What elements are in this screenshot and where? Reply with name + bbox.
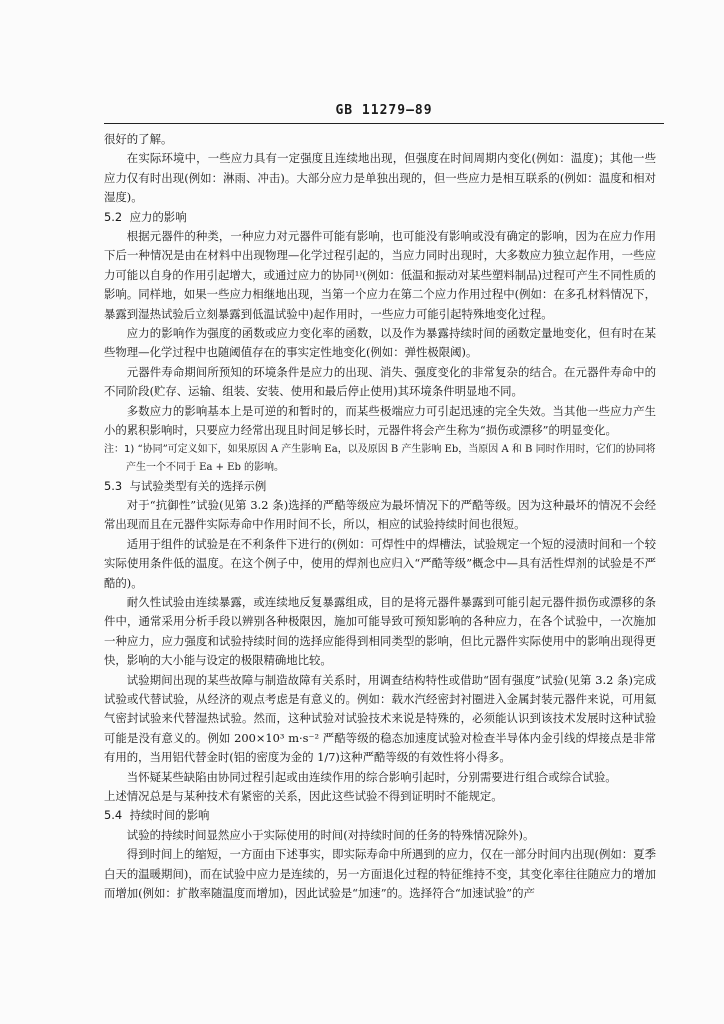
section-heading-5-4 bbox=[104, 806, 656, 825]
paragraph-stress-environment: 在实际环境中，一些应力具有一定强度且连续地出现，但强度在时间周期内变化(例如：温度)；其他一些应力仅有时出现(例如：淋雨、冲击)。大部分应力是单独出现的，但一些应力是相互联系的(例如：温度和相对湿度)。 bbox=[104, 151, 656, 205]
section-number: 5.3 bbox=[104, 478, 123, 493]
section-title: 应力的影响 bbox=[129, 209, 187, 224]
header-rule bbox=[104, 123, 664, 124]
paragraph-test-duration: 试验的持续时间显然应小于实际使用的时间(对持续时间的任务的特殊情况除外)。 bbox=[126, 827, 535, 842]
section-heading-5-3 bbox=[104, 477, 656, 496]
section-title: 持续时间的影响 bbox=[129, 808, 210, 823]
page-header: GB 11279—89 bbox=[335, 103, 433, 118]
section-title: 与试验类型有关的选择示例 bbox=[129, 478, 267, 493]
paragraph-resistance-test: 对于“抗御性”试验(见第 3.2 条)选择的严酷等级应为最坏情况下的严酷等级。因为这种最坏的情况不会经常出现而且在元器件实际寿命中作用时间不长，所以，相应的试验持续时间也很短。 bbox=[104, 497, 656, 532]
paragraph-endurance-test: 耐久性试验由连续暴露，或连续地反复暴露组成，目的是将元器件暴露到可能引起元器件损伤或漂移的条件中，通常采用分析手段以辨别各种极限因，施加可能导致可预知影响的各种应力，在各个试验中，一次施加一种应力，应力强度和试验持续时间的选择应能得到相同类型的影响，但比元器件实际使用中的影响出现得更快，影响的大小能与设定的极限精确地比较。 bbox=[104, 594, 656, 668]
paragraph-stress-function: 应力的影响作为强度的函数或应力变化率的函数，以及作为暴露持续时间的函数定量地变化，但有时在某些物理—化学过程中也随阈值存在的事实定性地变化(例如：弹性极限阈)。 bbox=[104, 326, 656, 360]
paragraph-technology-relation: 上述情况总是与某种技术有紧密的关系，因此这些试验不得到证明时不能规定。 bbox=[104, 789, 503, 803]
footnote bbox=[104, 441, 656, 477]
footnote-marker: 注：1) bbox=[104, 443, 135, 455]
section-number: 5.2 bbox=[104, 209, 123, 224]
paragraph-component-type: 根据元器件的种类，一种应力对元器件可能有影响，也可能没有影响或没有确定的影响，因为在应力作用下后一种情况是由在材料中出现物理—化学过程引起的，当应力同时出现时，大多数应力独立起作用，一些应力可能以自身的作用引起增大，或通过应力的协同¹⁾(例如：低温和振动对某些塑料制品)过程可产生不同性质的影响。同样地，如果一些应力相继地出现，当第一个应力在第二个应力作用过程中(例如：在多孔材料情况下，暴露到湿热试验后立刻暴露到低温试验中)起作用时，一些应力可能引起特殊地变化过程。 bbox=[104, 229, 656, 321]
paragraph-continuation: 很好的了解。 bbox=[104, 132, 173, 146]
paragraph-failure-analysis: 试验期间出现的某些故障与制造故障有关系时，用调查结构特性或借助“固有强度”试验(见第 3.2 条)完成试验或代替试验，从经济的观点考虑是有意义的。例如：载水汽经密封衬圈进入金属封装元器件来说，可用氦气密封试验来代替湿热试验。然而，这种试验对试验技术来说是特殊的，必须能认识到该技术发展时这种试验可能是没有意义的。例如 200×10³ m·s⁻² 严酷等级的稳态加速度试验对检查半导体内金引线的焊接点是非常有用的，当用铝代替金时(铝的密度为金的 1/7)这种严酷等级的有效性将小得多。 bbox=[104, 672, 656, 765]
paragraph-assembly-test: 适用于组件的试验是在不利条件下进行的(例如：可焊性中的焊槽法，试验规定一个短的浸渍时间和一个较实际使用条件低的温度。在这个例子中，使用的焊剂也应归入“严酷等级”概念中—具有活性焊剂的试验是不严酷的)。 bbox=[104, 536, 656, 590]
paragraph-reversible-effects: 多数应力的影响基本上是可逆的和暂时的，而某些极端应力可引起迅速的完全失效。当其他一些应力产生小的累积影响时，只要应力经常出现且时间足够长时，元器件将会产生称为“损伤或漂移”的明显变化。 bbox=[104, 403, 656, 438]
paragraph-combined-tests: 当怀疑某些缺陷由协同过程引起或由连续作用的综合影响引起时，分别需要进行组合或综合试验。 bbox=[126, 769, 617, 784]
paragraph-time-reduction: 得到时间上的缩短，一方面由下述事实，即实际寿命中所遇到的应力，仅在一部分时间内出现(例如：夏季白天的温暖期间)，而在试验中应力是连续的，另一方面退化过程的特征维持不变，其变化率往往随应力的增加而增加(例如：扩散率随温度而增加)，因此试验是“加速”的。选择符合“加速试验”的产 bbox=[104, 847, 656, 901]
section-heading-5-2 bbox=[104, 208, 656, 227]
footnote-text: “协同”可定义如下，如果原因 A 产生影响 Ea，以及原因 B 产生影响 Eb，当原因 A 和 B 同时作用时，它们的协同将产生一个不同于 Ea + Eb 的影响。 bbox=[126, 443, 656, 473]
page-body bbox=[104, 130, 656, 903]
paragraph-lifetime-conditions: 元器件寿命期间所预知的环境条件是应力的出现、消失、强度变化的非常复杂的结合。在元器件寿命中的不同阶段(贮存、运输、组装、安装、使用和最后停止使用)其环境条件明显地不同。 bbox=[104, 364, 656, 399]
section-number: 5.4 bbox=[104, 808, 123, 823]
